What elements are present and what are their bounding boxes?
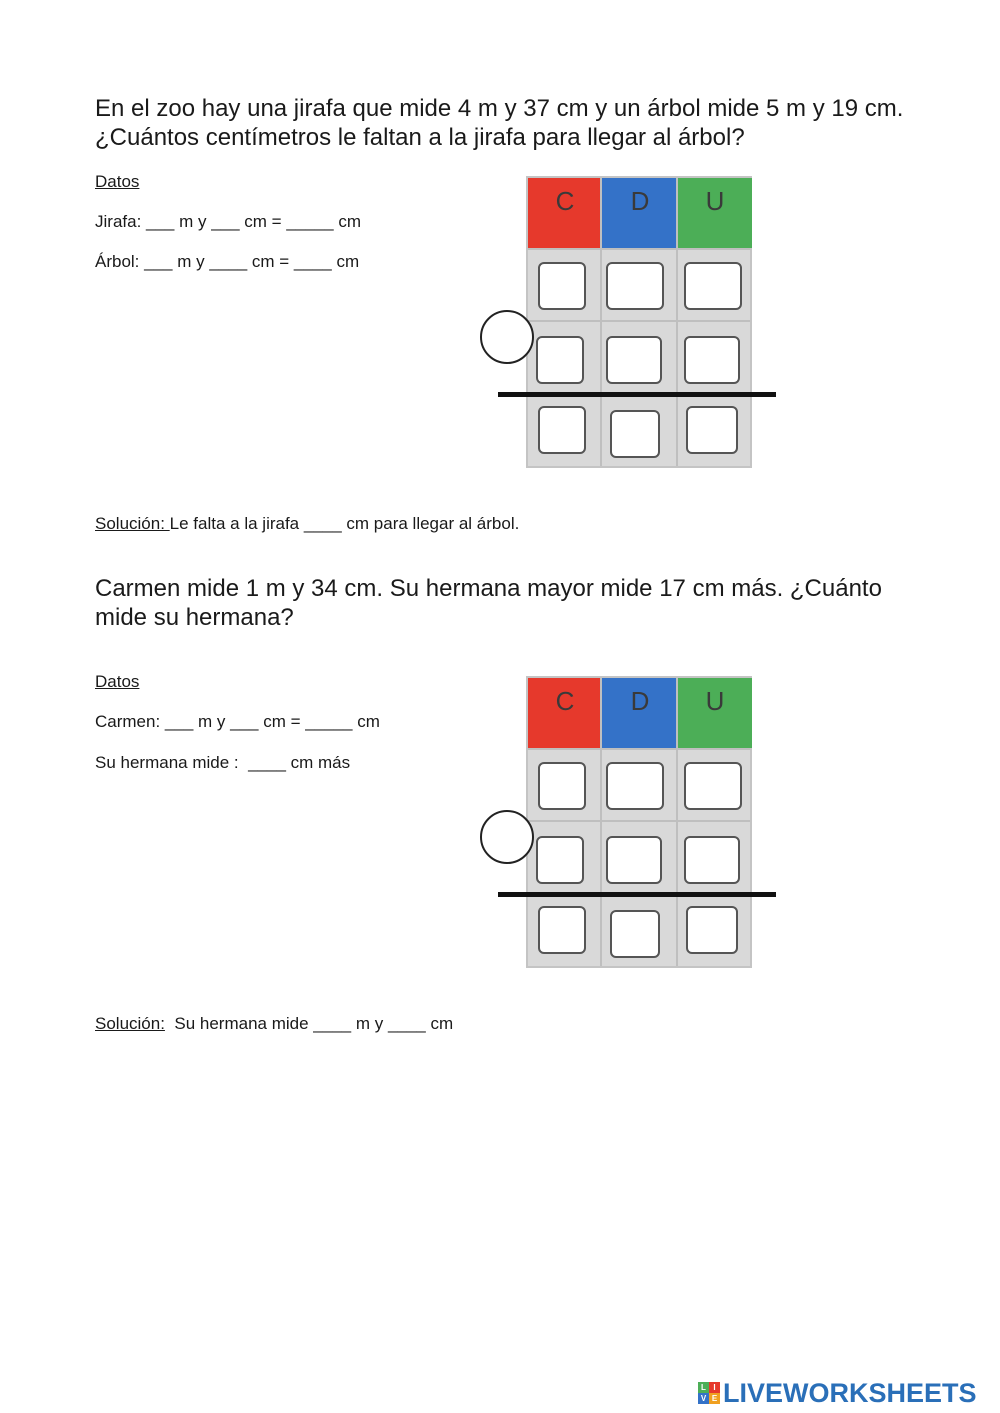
problem2-solution <box>95 1014 453 1034</box>
header-unidades: U <box>678 678 752 748</box>
problem2-question: Carmen mide 1 m y 34 cm. Su hermana mayor mide 17 cm más. ¿Cuánto mide su hermana? <box>95 575 882 631</box>
problem1-arbol-line: Árbol: ___ m y ____ cm = ____ cm <box>95 252 360 271</box>
result-line <box>498 392 776 397</box>
problem2-carmen-line: Carmen: ___ m y ___ cm = _____ cm <box>95 712 380 731</box>
answer-box[interactable] <box>686 906 738 954</box>
answer-box[interactable] <box>684 762 742 810</box>
problem1-solution <box>95 514 519 534</box>
logo-mark-icon: L I V E <box>698 1382 720 1404</box>
liveworksheets-logo <box>698 1378 977 1408</box>
answer-box[interactable] <box>606 262 664 310</box>
logo-text: LIVEWORKSHEETS <box>723 1377 977 1408</box>
answer-box[interactable] <box>538 406 586 454</box>
answer-box[interactable] <box>538 262 586 310</box>
solution-text: Su hermana mide ____ m y ____ cm <box>164 1014 454 1033</box>
problem1-question: En el zoo hay una jirafa que mide 4 m y 37 cm y un árbol mide 5 m y 19 cm. ¿Cuántos centímetros le faltan a la jirafa para llegar al árbol? <box>95 95 904 151</box>
problem2-place-value-table <box>526 676 752 968</box>
header-centenas: C <box>528 178 602 248</box>
operation-sign-circle[interactable] <box>480 810 534 864</box>
problem1-jirafa-line: Jirafa: ___ m y ___ cm = _____ cm <box>95 212 361 231</box>
solution-text: Le falta a la jirafa ____ cm para llegar al árbol. <box>169 514 520 533</box>
answer-box[interactable] <box>606 336 662 384</box>
answer-box[interactable] <box>684 262 742 310</box>
answer-box[interactable] <box>684 336 740 384</box>
problem1-datos-label: Datos <box>95 172 140 191</box>
answer-box[interactable] <box>610 410 660 458</box>
answer-box[interactable] <box>610 910 660 958</box>
solution-label: Solución: <box>95 1014 165 1033</box>
operation-sign-circle[interactable] <box>480 310 534 364</box>
answer-box[interactable] <box>538 762 586 810</box>
header-unidades: U <box>678 178 752 248</box>
answer-box[interactable] <box>606 836 662 884</box>
problem1-place-value-table <box>526 176 752 468</box>
answer-box[interactable] <box>536 336 584 384</box>
answer-box[interactable] <box>686 406 738 454</box>
header-centenas: C <box>528 678 602 748</box>
header-decenas: D <box>602 678 678 748</box>
answer-box[interactable] <box>538 906 586 954</box>
answer-box[interactable] <box>606 762 664 810</box>
problem2-hermana-line: Su hermana mide : ____ cm más <box>95 753 351 772</box>
header-decenas: D <box>602 178 678 248</box>
solution-label: Solución: <box>95 514 170 533</box>
problem2-datos-label: Datos <box>95 672 140 691</box>
answer-box[interactable] <box>684 836 740 884</box>
answer-box[interactable] <box>536 836 584 884</box>
result-line <box>498 892 776 897</box>
